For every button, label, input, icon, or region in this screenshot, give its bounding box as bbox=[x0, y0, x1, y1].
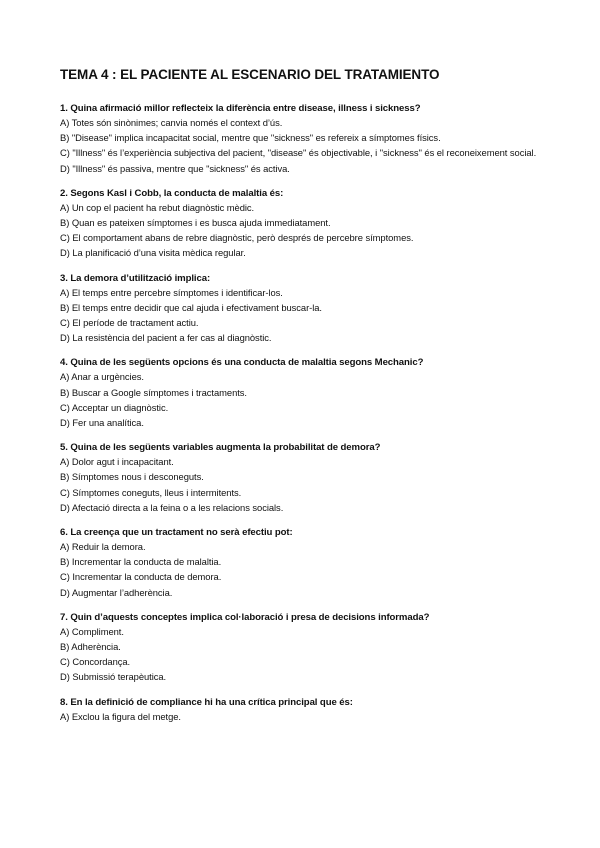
answer-option-a: A) Compliment. bbox=[60, 625, 124, 637]
question-5 bbox=[60, 441, 550, 515]
answer-option-c: C) Concordança. bbox=[60, 656, 131, 668]
question-text: 4. Quina de les següents opcions és una conducta de malaltia segons Mechanic? bbox=[60, 357, 424, 369]
answer-option-b: B) Incrementar la conducta de malaltia. bbox=[60, 556, 222, 568]
answer-option-b: B) Adherència. bbox=[60, 641, 121, 653]
question-text: 3. La demora d’utilització implica: bbox=[60, 272, 211, 284]
question-8 bbox=[60, 696, 550, 724]
answer-option-b: B) "Disease" implica incapacitat social, mentre que "sickness" es refereix a símptomes físics. bbox=[60, 132, 441, 144]
answer-option-b: B) Buscar a Google símptomes i tractaments. bbox=[60, 386, 247, 398]
answer-option-c: C) "Illness" és l’experiència subjectiva del pacient, "disease" és objectivable, i "sickness" és el reconeixement social. bbox=[60, 147, 537, 159]
answer-option-a: A) Exclou la figura del metge. bbox=[60, 710, 181, 722]
question-text: 8. En la definició de compliance hi ha una crítica principal que és: bbox=[60, 696, 353, 708]
answer-option-c: C) El comportament abans de rebre diagnòstic, però després de percebre símptomes. bbox=[60, 232, 414, 244]
answer-option-c: C) Símptomes coneguts, lleus i intermitents. bbox=[60, 486, 242, 498]
answer-option-b: B) Símptomes nous i desconeguts. bbox=[60, 471, 204, 483]
page-title: TEMA 4 : EL PACIENTE AL ESCENARIO DEL TRATAMIENTO bbox=[60, 67, 440, 82]
answer-option-c: C) El període de tractament actiu. bbox=[60, 317, 199, 329]
answer-option-a: A) Un cop el pacient ha rebut diagnòstic mèdic. bbox=[60, 201, 255, 213]
answer-option-d: D) La resistència del pacient a fer cas al diagnòstic. bbox=[60, 332, 272, 344]
answer-option-d: D) La planificació d’una visita mèdica regular. bbox=[60, 247, 246, 259]
answer-option-b: B) Quan es pateixen símptomes i es busca ajuda immediatament. bbox=[60, 217, 331, 229]
question-text: 6. La creença que un tractament no serà efectiu pot: bbox=[60, 527, 293, 539]
answer-option-a: A) Anar a urgències. bbox=[60, 371, 144, 383]
question-list bbox=[60, 102, 550, 735]
answer-option-d: D) "Illness" és passiva, mentre que "sickness" és activa. bbox=[60, 162, 290, 174]
question-4 bbox=[60, 356, 550, 430]
answer-option-c: C) Acceptar un diagnòstic. bbox=[60, 401, 169, 413]
question-2 bbox=[60, 187, 550, 261]
question-text: 2. Segons Kasl i Cobb, la conducta de malaltia és: bbox=[60, 187, 284, 199]
question-1 bbox=[60, 102, 550, 176]
answer-option-a: A) Reduir la demora. bbox=[60, 541, 146, 553]
answer-option-d: D) Fer una analítica. bbox=[60, 417, 144, 429]
answer-option-c: C) Incrementar la conducta de demora. bbox=[60, 571, 222, 583]
answer-option-d: D) Afectació directa a la feina o a les relacions socials. bbox=[60, 501, 284, 513]
answer-option-a: A) Totes són sinònimes; canvia només el context d’ús. bbox=[60, 117, 283, 128]
answer-option-a: A) Dolor agut i incapacitant. bbox=[60, 456, 174, 468]
question-3 bbox=[60, 272, 550, 346]
question-6 bbox=[60, 526, 550, 600]
question-text: 1. Quina afirmació millor reflecteix la diferència entre disease, illness i sickness? bbox=[60, 103, 421, 114]
question-text: 5. Quina de les següents variables augmenta la probabilitat de demora? bbox=[60, 442, 381, 454]
answer-option-d: D) Submissió terapèutica. bbox=[60, 671, 167, 683]
answer-option-a: A) El temps entre percebre símptomes i identificar-los. bbox=[60, 286, 283, 298]
answer-option-b: B) El temps entre decidir que cal ajuda i efectivament buscar-la. bbox=[60, 301, 322, 313]
question-text: 7. Quin d’aquests conceptes implica col·laboració i presa de decisions informada? bbox=[60, 611, 430, 623]
answer-option-d: D) Augmentar l’adherència. bbox=[60, 586, 173, 598]
question-7 bbox=[60, 611, 550, 685]
